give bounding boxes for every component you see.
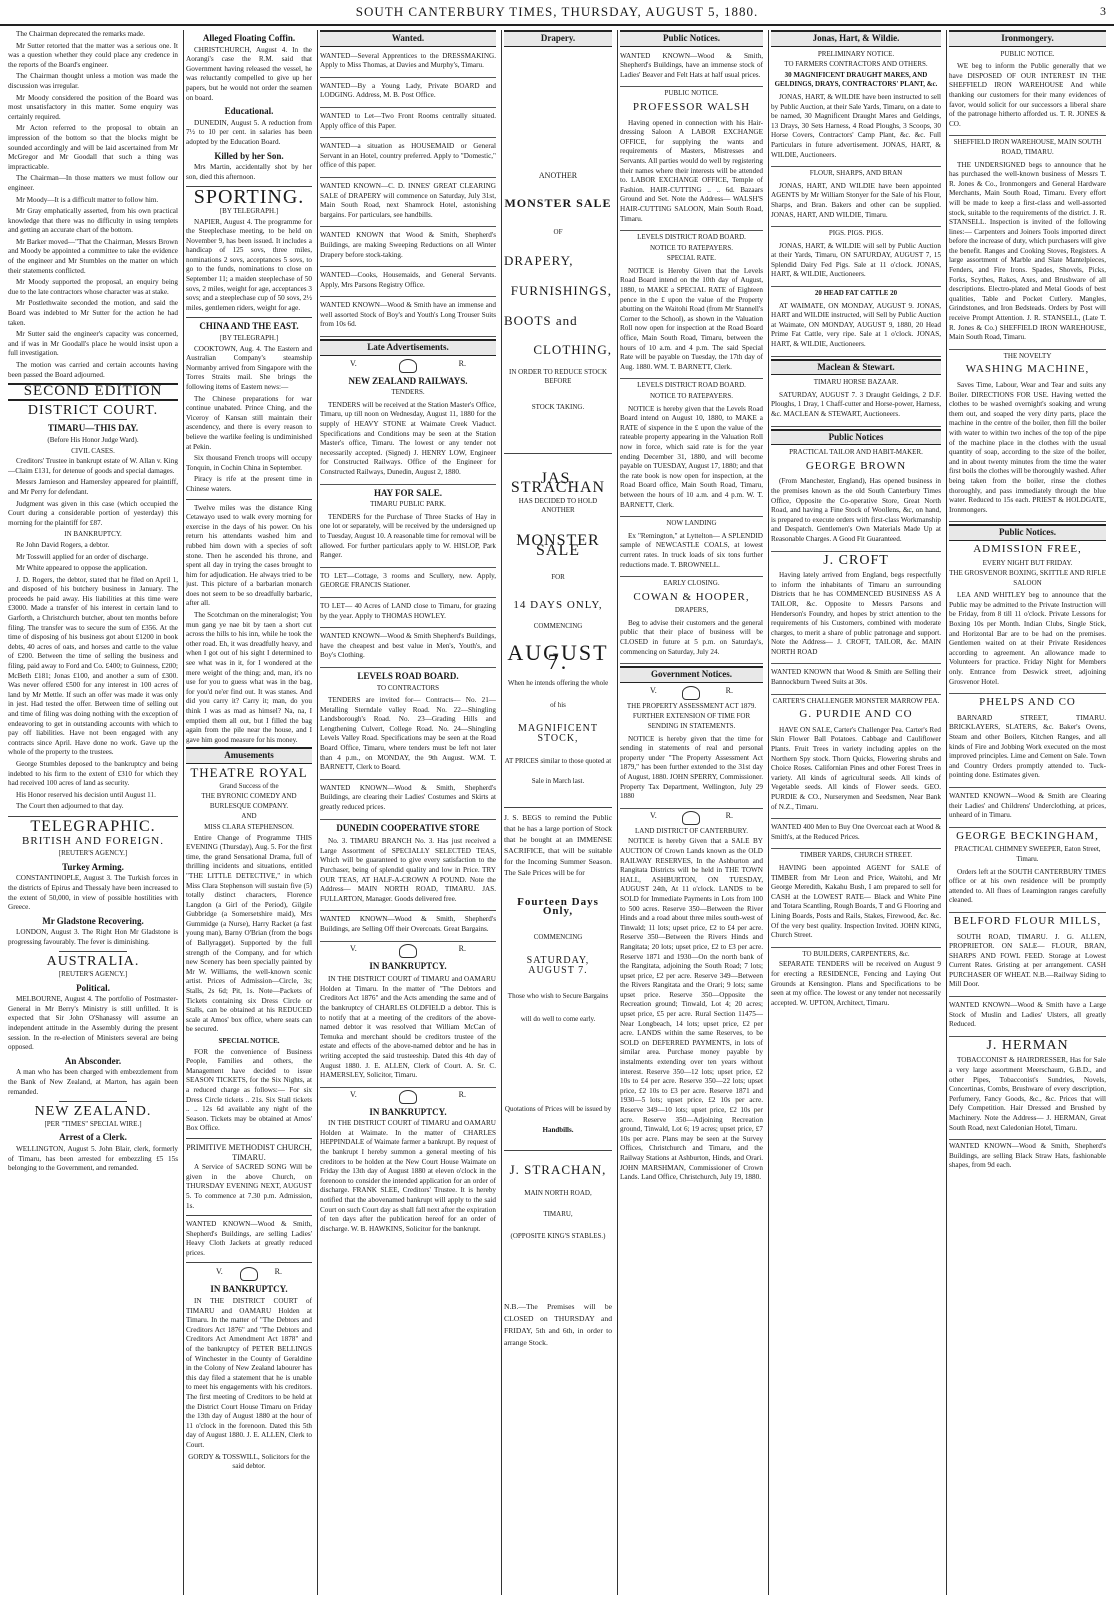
royal-cipher: V. R.	[320, 359, 496, 373]
news-subhead: Mr Gladstone Recovering.	[42, 915, 144, 926]
paragraph: The Chairman deprecated the remarks made.	[16, 30, 145, 38]
august-date-heading: AUGUST 7.	[507, 639, 609, 675]
times-wire-credit: [PER "TIMES" SPECIAL WIRE.]	[44, 1119, 142, 1128]
land-district: LAND DISTRICT OF CANTERBURY.	[635, 826, 748, 835]
news-subhead: Educational.	[224, 106, 274, 117]
news-subhead: An Absconder.	[64, 1055, 122, 1066]
civil-cases: CIVIL CASES.	[71, 446, 115, 455]
paragraph: WE beg to inform the Public generally that we have DISPOSED OF OUR INTEREST IN THE SHEFFIELD IRON WAREHOUSE And while thanking our customers for their many evidences of favor, would solicit for our successors a liberal share of the patronage hitherto afforded us. T. R. JONES & CO.	[949, 62, 1106, 128]
ad-wanted: WANTED—Cooks, Housemaids, and General Servants. Apply, Mrs Parsons Registry Office.	[320, 271, 496, 289]
march-line: Sale in March last.	[531, 777, 585, 786]
george-brown-heading: GEORGE BROWN	[805, 459, 907, 472]
paragraph: TOBACCONIST & HAIRDRESSER, Has for Sale a very large assortment Meerschaum, G.B.D., and other Pipes, Tobacconist's Sundries, Novels, Concertinas, Combs, Brushware of every description, Perfumery, Fancy Goods, &c., &c. Prices that will Defy Competition. Hair Dressed and Brushed by Machinery. Note the Address— J. HERMAN, Great South Road, next Caledonian Hotel, Timaru.	[949, 1056, 1106, 1132]
paragraph: Saves Time, Labour, Wear and Tear and suits any Boiler. DIRECTIONS FOR USE. Having wetted the clothes to be washed overnight's soaking and wrung them out, and soaped the very dirty parts, place the machine in the centre of the boiler, then fill the boiler with water to within two inches of the top of the pipe of the machine place in the clothes with the usual quantity of soap, according to the size of the boiler, and in about twenty minutes from the time the water first boils the clothes will be thoroughly washed. After being taken from the boiler, rinse the clothes thoroughly, and pass immediately through the blue water. Reduced to 15s each. PRIEST & HOLDGATE, Ironmongers.	[949, 381, 1106, 514]
paragraph: SEPARATE TENDERS will be received on August 9 for erecting a RESIDENCE, Fencing and Laying Out Grounds at Kensington. Plans and Specifications to be seen at my office. The lowest or any tender not necessarily accepted. W. UPTON, Architect, Timaru.	[771, 960, 941, 1007]
royal-cipher: V. R.	[320, 944, 496, 958]
sweeper-line: PRACTICAL CHIMNEY SWEEPER, Eaton Street, Timaru.	[954, 845, 1101, 863]
paragraph: SATURDAY, AUGUST 7. 3 Draught Geldings, 2 D.F. Ploughs, 1 Dray, 1 Chaff-cutter and Horse-power, Harness, &c. MACLEAN & STEWART, Auctioneers.	[771, 390, 941, 418]
paragraph: Ex "Remington," at Lyttelton— A SPLENDID sample of NEWCASTLE COALS, at lowest current rates. In truck loads of six tons further reductions made. T. BROWNELL.	[620, 531, 763, 569]
horse-bazaar-heading: TIMARU HORSE BAZAAR.	[813, 378, 899, 387]
theatre-line: MISS CLARA STEPHENSON.	[204, 822, 294, 831]
ironmongery-header: Ironmongery.	[949, 30, 1106, 47]
royal-crest-icon	[399, 359, 417, 373]
page-number: 3	[1100, 4, 1106, 18]
paragraph: Mr Postlethwaite seconded the motion, and said the Board was indebted to Mr Sutter for the action he had taken.	[8, 299, 178, 327]
paragraph: NAPIER, August 4. The programme for the Steeplechase meeting, to be held on November 9, has been issued. It includes a handicap of 125 sovs, three miles, nominations 2 sovs, acceptances 5 sovs, to go to the funds, nominations to close on September 11; a maiden steeplechase of 50 sovs, 2 miles, weight for age, acceptances 3 sovs; and a steeplechase cup of 50 sovs, 2½ miles, gentlemen riders, weight for age.	[186, 217, 312, 312]
paragraph: Having opened in connection with his Hair-dressing Saloon A LABOR EXCHANGE OFFICE, for supplying the wants and requirements of Masters, Mistresses and Servants. All parties would do well by registering their names where their interests will be attended to. LABOR EXCHANGE OFFICE, Temple of Fashion. HAIR-CUTTING .. .. 6d. Bazaars Ground and Set. Note the Address— WALSH'S HAIR-CUTTING SALOON, Main South Road, Timaru.	[620, 118, 763, 223]
special-notice-heading: SPECIAL NOTICE.	[218, 1037, 280, 1045]
british-foreign-heading: BRITISH AND FOREIGN.	[22, 834, 164, 847]
paragraph: The Chinese preparations for war continue unabated. Prince Ching, and the Viceroy of Kansan still maintain their ascendency, and there is every reason to believe the warlike feeling is undiminished at Pekin.	[186, 394, 312, 451]
further-extension: FURTHER EXTENSION OF TIME FOR SENDING IN STATEMENTS.	[632, 712, 751, 731]
royal-cipher: V. R.	[186, 1267, 312, 1281]
reuters-credit: [REUTER'S AGENCY.]	[58, 970, 128, 979]
paragraph: WELLINGTON, August 5. John Blair, clerk, formerly of Timaru, has been arrested for embezzling £5 15s belonging to the Government, and remanded.	[8, 1144, 178, 1173]
news-subhead: Turkey Arming.	[62, 861, 124, 872]
paragraph: A man who has been charged with embezzlement from the Bank of New Zealand, at Marton, has again been remanded.	[8, 1068, 178, 1096]
column-2	[186, 30, 318, 1595]
admission-heading: ADMISSION FREE,	[973, 542, 1082, 555]
bankruptcy-heading: IN BANKRUPTCY.	[369, 1106, 447, 1117]
paragraph: IN THE DISTRICT COURT of TIMARU and OAMARU Holden at Waimate. In the matter of CHARLES HEPPINDALE of Waimate farmer a bankrupt. By request of the bankrupt I hereby summon a general meeting of his creditors to be holden at the New Court House Waimate on Friday the 13th day of August 1880 at eleven o'clock in the forenoon to consider the intended application for an order of discharge. FRANK SLEE, Creditors' Trustee. It is hereby notified that the abovenamed bankrupt will apply to the said Court on such Court day as shall fall next after the expiration of ten days after the publication hereof for an order of discharge. W. B. HAWKINS, Solicitor for the bankrupt.	[320, 1119, 496, 1233]
cattle-heading: 20 HEAD FAT CATTLE 20	[814, 289, 898, 298]
paragraph: HAVING been appointed AGENT for SALE of TIMBER from Mr Leon and Price, Waitohi, and Mr George Meredith, Kakahu Bush, I am prepared to sell for CASH at the LOWEST RATE— Black and White Pine and Totara Scantling, Rough Boards, T and G Flooring and Lining Boards, Posts and Rails, Stakes, Firewood, &c. &c. Of the very best quality. Inspection Invited. JOHN KING, Church Street.	[771, 863, 941, 940]
preliminary-notice: PRELIMINARY NOTICE.	[817, 49, 895, 58]
levels-board-heading: LEVELS ROAD BOARD.	[357, 670, 459, 681]
ad-wanted: WANTED KNOWN—Wood & Smith are Clearing their Ladies' and Childrens' Underclothing, at prices, unheard of in Timaru.	[949, 791, 1106, 820]
paragraph: Twelve miles was the distance King Cetawayo used to walk every morning for exercise in the days of his power. On his return his attendants washed him and rubbed him down with a species of soft stone. Then he ascended his throne, and spent all day in trying the cases brought to him for adjudication. He always tried to be just. This picture of a barbarian monarch does not seem to be so dreadfully barbaric, after all.	[186, 503, 312, 608]
jonas-hart-wildie-header: Jonas, Hart, & Wildie.	[771, 30, 941, 47]
paragraph: Orders left at the SOUTH CANTERBURY TIMES office or at his own residence will be promptly attended to. All flues of Leamington ranges carefully cleaned.	[949, 867, 1106, 905]
paragraph: DUNEDIN, August 5. A reduction from 7½ to 10 per cent. in salaries has been adopted by the Education Board.	[186, 118, 312, 146]
drapery-section-header: Drapery.	[504, 30, 612, 47]
herman-heading: J. HERMAN	[986, 1037, 1069, 1053]
paragraph: TENDERS for the Purchase of Three Stacks of Hay in one lot or separately, will be received by the undersigned up to Tuesday, August 10. A reasonable time for removal will be allowed. For further particulars apply to W. HISLOP, Park Ranger.	[320, 512, 497, 560]
methodist-heading: PRIMITIVE METHODIST CHURCH, TIMARU.	[186, 1142, 312, 1162]
reuters-credit: [REUTER'S AGENCY.]	[58, 849, 128, 858]
sporting-heading: SPORTING.	[193, 186, 305, 209]
ad-wanted: WANTED KNOWN—Wood & Smith Shepherd's Buildings, have the cheapest and best value in Men's, Youth's, and Boy's Clothing.	[320, 632, 496, 660]
timber-heading: TIMBER YARDS, CHURCH STREET.	[799, 851, 913, 860]
monster-sale-heading: MONSTER SALE	[504, 196, 612, 211]
drapery-item: CLOTHING,	[533, 342, 612, 358]
public-notices-header: Public Notices.	[620, 30, 763, 47]
sheffield-heading: SHEFFIELD IRON WAREHOUSE, MAIN SOUTH ROAD, TIMARU.	[953, 138, 1102, 156]
ad-wanted: WANTED—By a Young Lady, Private BOARD and LODGING. Address, M. B. Post Office.	[320, 81, 496, 100]
stocktaking-line: STOCK TAKING.	[531, 402, 585, 411]
column-3	[320, 30, 502, 1595]
paragraph: The Court then adjourned to that day.	[16, 802, 124, 811]
paragraph: The Scotchman on the mineralogist; You mun gang ye nae bit by taen a short cut across the hills to his inn, while he took the other road. Eh, it was dreadfully heavy, and when I got out of his sight I determined to see what was in it, for I wondered at the mere weight of the thing; and, man, it's no use for you to guess what was in the bag, for you'd ne'er find out. It was stanes. And did you carry it? Carry it; man, do you think I was as mad as himsel? Na, na, I emptied them all out, but I filled the bag again from the pile near the house, and I gave him good measure for his money.	[186, 611, 312, 744]
another-label: ANOTHER	[538, 170, 578, 180]
royal-cipher: V. R.	[320, 1090, 496, 1104]
paragraph: Piracy is rife at the present time in Chinese waters.	[186, 475, 312, 493]
royal-cipher: V. R.	[620, 686, 763, 700]
masthead	[0, 0, 1114, 26]
paragraph: Mr Moody supported the proposal, an enquiry being due to the late contractors whose character was at stake.	[8, 278, 178, 296]
ad-wanted: WANTED KNOWN that Wood & Smith are Selling their Bannockburn Tweed Suits at 30s.	[771, 668, 941, 687]
royal-crest-icon	[399, 1090, 417, 1104]
now-landing: NOW LANDING	[666, 519, 717, 528]
column-5	[620, 30, 769, 1595]
to-farmers: TO FARMERS CONTRACTORS AND OTHERS.	[784, 60, 928, 69]
flour-heading: FLOUR, SHARPS, AND BRAN	[809, 169, 903, 178]
ad-wanted: WANTED KNOWN—Wood & Smith, Shepherd's Buildings, are selling Ladies' Heavy Cloth Jackets at greatly reduced prices.	[186, 1220, 312, 1257]
paragraph: Mr Sutter retorted that the matter was a serious one. It was a question whether they could place any credence in the reports of the Board's engineer.	[8, 41, 178, 69]
royal-crest-icon	[399, 944, 417, 958]
paragraph: LONDON, August 3. The Right Hon Mr Gladstone is progressing favourably. The fever is diminishing.	[8, 928, 178, 946]
ad-wanted: WANTED 400 Men to Buy One Overcoat each at Wood & Smith's, at the Reduced Prices.	[771, 823, 941, 841]
public-notice-subhead: PUBLIC NOTICE.	[1000, 49, 1055, 58]
paragraph: JONAS, HART, AND WILDIE have been appointed AGENTS by Mr William Stonyer for the Sale of his Flour, Sharps, and Bran. Bakers and other can be supplied. JONAS, HART, AND WILDIE, Timaru.	[771, 181, 941, 219]
wanted-section-header: Wanted.	[320, 30, 496, 47]
paragraph: NOTICE is hereby Given that a SALE BY AUCTION Of Crown Lands known as the OLD RAILWAY RESERVES, In the Ashburton and Rangitata Districts will be held in THE TOWN HALL, ASHBURTON, ON TUESDAY, AUGUST 24th, At 11 o'clock. LANDS to be SOLD for Immediate Payments in Lots from 100 to 500 acres. Reserve 350—Between the River Hinds and a road about three miles south-west of Tinwald; 11 lots; upset price, £2 to £4 per acre. Reserve 350—Between the Rivers Hinds and Rangitata; 20 lots; upset price, £2 to £3 per acre. Reserve 1871 and 1930—On the north bank of the Rangitata, adjoining the South Road; 7 lots; upset price, £2 per acre. Reserve 349—Between the Rivers Rangitata and the Orari; 9 lots; same upset price. Reserve 350—Opposite the Recreation ground; Tinwald, Lot 4; 20 acres; upset price, £5 per acre. Rural Section 11475—Near Longbeach, 14 lots; upset price, £2 per acre. LANDS within the same Reserves, to be SOLD on DEFERRED PAYMENTS, in lots of similar area. Purchase money payable by instalments extending over ten years without interest. Reserve 350—12 lots; upset price, £2 10s to £4 per acre. Reserve 350—22 lots; upset price, £2 10s to £3 per acre. Reserve 1871 and 1930—5 lots; upset price, £2 10s per acre. Reserve 349—10 lots; upset price, £2 10s per acre. Reserve 350—Adjoining Recreation ground, Tinwald, Lot 6; 19 acres; upset price, £7 10s per acre. Plans may be seen at the Survey Offices, Christchurch and Timaru, and the Railway Stations at Ashburton, Hinds, and Orari. JOHN MARSHMAN, Commissioner of Crown Lands. Land Office, Christchurch, July 19, 1880.	[620, 837, 763, 1182]
royal-crest-icon	[240, 1267, 258, 1281]
royal-crest-icon	[682, 686, 700, 700]
amusements-section-header: Amusements	[186, 747, 312, 764]
address-line: TIMARU,	[543, 1210, 573, 1219]
telegraphic-heading: TELEGRAPHIC.	[30, 817, 156, 835]
levels-board-heading: LEVELS DISTRICT ROAD BOARD.	[637, 233, 746, 242]
paragraph: Re John David Rogers, a debtor.	[16, 540, 110, 549]
tenders-subhead: TENDERS.	[391, 388, 425, 397]
paragraph: Beg to advise their customers and the general public that their place of business will be CLOSED in future at 5 p.m. on Saturday's, commencing on Saturday, July 24.	[620, 618, 763, 656]
address-line: MAIN NORTH ROAD,	[524, 1188, 592, 1197]
of-label: OF	[553, 227, 563, 236]
tailor-heading: PRACTICAL TAILOR AND HABIT-MAKER.	[789, 448, 923, 457]
paragraph: A Service of SACRED SONG Will be given in the above Church, on THURSDAY EVENING NEXT, AUGUST 5. To commence at 7.30 p.m. Admission, 1s.	[186, 1163, 312, 1210]
pigs-heading: PIGS. PIGS. PIGS.	[828, 229, 884, 238]
of-his-line: of his	[550, 700, 566, 709]
prices-line: AT PRICES similar to those quoted at	[504, 757, 612, 766]
drapery-item: BOOTS and	[504, 312, 578, 328]
public-notices-header: Public Notices.	[949, 524, 1106, 541]
ad-wanted: WANTED to Let—Two Front Rooms centrally situated. Apply office of this Paper.	[320, 111, 496, 130]
paragraph: CHRISTCHURCH, August 4. In the Aorangi's case the R.M. said that Government having released the vessel, he was reluctantly compelled to give up her papers, but he would not order the seamen on board.	[186, 45, 312, 102]
theatre-royal-heading: THEATRE ROYAL	[190, 764, 308, 780]
belford-heading: BELFORD FLOUR MILLS,	[953, 914, 1102, 927]
district-court-heading: DISTRICT COURT.	[27, 402, 159, 418]
ad-wanted: WANTED KNOWN—Wood & Smith, Shepherd's Buildings, have an immense stock of Ladies' Beaver and Felt Hats at half usual prices.	[620, 51, 763, 79]
monster-sale-heading: MONSTER SALE	[516, 531, 600, 559]
paragraph: HAVE ON SALE, Carter's Challenger Pea. Carter's Red Skin Flower Ball Potatoes. Cabbage and Cauliflower Plants. Fruit Trees in variety including apples on the Northern Spy stock. Thorn Quicks, Flowering shrubs and Choice Roses. Californian Pines and other Forest Trees in variety. All kinds of agricultural seeds. All kinds of Vegetable seeds. All kinds of Flower seeds. GEO. PURDIE & CO., Nurserymen and Seedsmen, Near Bank of N.Z., Timaru.	[771, 725, 941, 811]
quotations-line: Quotations of Prices will be issued by	[504, 1104, 612, 1113]
ad-wanted: WANTED KNOWN—Wood & Smith have an immense and well assorted Stock of Boy's and Youth's Long Trouser Suits from 10s 6d.	[320, 301, 496, 329]
intends-line: When he intends offering the whole	[507, 679, 609, 688]
public-notices-header: Public Notices	[771, 429, 941, 446]
ad-wanted: WANTED KNOWN that Wood & Smith, Shepherd's Buildings, are making Sweeping Reductions on all Winter Drapery before stock-taking.	[320, 231, 496, 259]
paragraph: No. 3. TIMARU BRANCH No. 3. Has just received a Large Assortment of SPECIALLY SELECTED TEAS, Which will be guaranteed to give every satisfaction to the Purchaser, being of splendid quality and low in Price. TRY OUR TEAS, AT HALF-A-CROWN A POUND. Note the Address— MAIN NORTH ROAD, TIMARU. JAS. FULLARTON, Manager. Goods delivered free.	[320, 837, 496, 903]
paragraph: TENDERS are invited for— Contracts— No. 21—Metalling Sterndale valley Road. No. 22—Shingling Landsborough's Road. No. 23—Grading Hills and Lengthening Culvert, College Road. No. 24—Shingling Levels Valley Road. Specifications may be seen at the Road Board Office, Timaru, where tenders must be left not later than 4 p.m., on MONDAY, the 9th August. W.M. T. BARNETT, Clerk to Board.	[320, 696, 496, 772]
notice-ratepayers: NOTICE TO RATEPAYERS.	[649, 392, 734, 400]
newspaper-title: SOUTH CANTERBURY TIMES, THURSDAY, AUGUST 5, 1880.	[355, 4, 759, 19]
strachan-signature: J. STRACHAN,	[509, 1161, 607, 1177]
public-notice-subhead: PUBLIC NOTICE.	[664, 89, 719, 98]
contractors-subhead: TO CONTRACTORS	[376, 683, 440, 692]
paragraph: FOR the convenience of Business People, Families and others, the Management have decided to issue SEASON TICKETS, for the Six Nights, at a reduced charge as follows:— For six Dress Circle tickets .. 21s. Six Stall tickets .. .. 12s 6d available any night of the Season. Tickets may be obtained at Amos' Box Office.	[186, 1047, 312, 1133]
jas-strachan-heading: JAS. STRACHAN	[510, 469, 606, 497]
purdie-heading: G. PURDIE AND CO	[799, 708, 913, 721]
paragraph: J. S. BEGS to remind the Public that he has a large portion of Stock that he bought at an IMMENSE SACRIFICE, that will be suitable for the Incoming Summer Season. The Sale Prices will be for	[504, 812, 612, 877]
dunedin-store-heading: DUNEDIN COOPERATIVE STORE	[336, 822, 480, 833]
paragraph: Mr Barker moved—"That the Chairman, Messrs Brown and Moody be appointed a committee to take the evidence of the engineer and Mr Stumbles on the matter on which their statements conflicted.	[8, 237, 178, 275]
paragraph: Six thousand French troops will occupy Tonquin, in Cochin China in September.	[186, 454, 312, 472]
paragraph: TENDERS will be received at the Station Master's Office, Timaru, up till noon on Wednesday, August 11, 1880 for the supply of HEAVY STONE at Waimate Creek Viaduct. Specifications and Conditions may be seen at the Station Master's office, Timaru. The lowest or any tender not necessarily accepted. (Signed) J. HENRY LOW, Engineer for Constructed Railways. Office of the Engineer for Constructed Railways, Dunedin, August 2, 1880.	[320, 400, 496, 476]
drapers-label: DRAPERS,	[674, 606, 709, 615]
paragraph: LEA AND WHITLEY beg to announce that the Public may be admitted to the Private Instruction will be Friday, from 8 till 11 o'clock. Private Lessons for Boxing 10s per Month. Indian Clubs, Single Stick, and Horizontal Bar are to be had on the premises. Gentlemen waited on at their Private Residences according to agreement. An allowance made to Volunteers for practice. Friday Night for Members only. Entrance from Deswick street, adjoining Grosvenor Hotel.	[949, 591, 1106, 686]
paragraph: Mr Moody—It is a difficult matter to follow him.	[16, 195, 159, 204]
handbills-line: Handbills.	[542, 1126, 574, 1135]
bankruptcy-heading: IN BANKRUPTCY.	[210, 1284, 288, 1295]
paragraph: CONSTANTINOPLE, August 3. The Turkish forces in the districts of Epirus and Thessaly have been increased to the extent of 50,000, in view of possible hostilities with Greece.	[8, 874, 178, 912]
paragraph: George Stumbles deposed to the bankruptcy and being indebted to his firm to the extent of £310 for which they had received 100 acres of land as security.	[8, 759, 178, 788]
theatre-line: THE BYRONIC COMEDY AND BURLESQUE COMPANY.	[201, 792, 297, 810]
paragraph: AT WAIMATE, ON MONDAY, AUGUST 9. JONAS, HART and WILDIE instructed, will Sell by Public Auction at Waimate, ON MONDAY, AUGUST 9, 1880, 20 Head Prime Fat Cattle, very ripe. Sale at 1 o'clock. JONAS, HART, & WILDIE, Auctioneers.	[771, 301, 941, 349]
decided-line: HAS DECIDED TO HOLD ANOTHER	[518, 496, 598, 515]
saturday-date-heading: SATURDAY, AUGUST 7.	[526, 955, 590, 976]
fourteen-days-heading: Fourteen Days Only,	[517, 895, 599, 918]
early-closing: EARLY CLOSING.	[663, 579, 720, 588]
paragraph: (From Manchester, England), Has opened business in the premises known as the old South Canterbury Times Office, Opposite the Co-operative Store, Great North Road, and having a Fine Stock of Woollens, &c, on hand, is prepared to execute orders with first-class Workmanship and Despatch. Gentlemen's Own Materials Made Up at Reasonable Charges. A Good Fit Guaranteed.	[771, 477, 941, 543]
phelps-heading: PHELPS AND CO	[979, 696, 1076, 709]
paragraph: SOUTH ROAD, TIMARU. J. G. ALLEN, PROPRIETOR. ON SALE— FLOUR, BRAN, SHARPS AND FOWL FEED. Storage at Lowest Current Rates. Gristing at per arrangement. CASH PURCHASER OF WHEAT. N.B.—Railway Siding to Mill Door.	[949, 932, 1106, 989]
new-zealand-heading: NEW ZEALAND.	[34, 1104, 152, 1120]
for-label: FOR	[551, 573, 565, 582]
park-subhead: TIMARU PUBLIC PARK.	[370, 500, 446, 509]
paragraph: Creditors' Trustee in bankrupt estate of W. Allan v. King—Claim £131, for detenue of goods and special damages.	[8, 457, 178, 475]
levels-board-heading: LEVELS DISTRICT ROAD BOARD.	[637, 381, 746, 390]
novelty-label: THE NOVELTY	[1003, 351, 1052, 360]
column-4	[504, 30, 618, 1595]
carter-heading: CARTER'S CHALLENGER MONSTER MARROW PEA.	[772, 696, 940, 705]
walsh-heading: PROFESSOR WALSH	[632, 100, 751, 113]
telegraph-credit: [BY TELEGRAPH.]	[219, 206, 279, 215]
every-night: EVERY NIGHT BUT FRIDAY.	[982, 558, 1073, 567]
paragraph: Mr Moody considered the position of the Board was most unsatisfactory in this matter. Some enquiry was certainly required.	[8, 93, 178, 121]
notice-ratepayers: NOTICE TO RATEPAYERS.	[649, 243, 734, 252]
paragraph: J. D. Rogers, the debtor, stated that he filed on April 1, and disposed of his butchery business in January. The proceeds he paid away. His liabilities at this time were £3000. Made a transfer of his interest in certain land to Garforth, a Christchurch butcher, about ten months before filing. The transfer was to secure the sum of £356. At the time of disposing of his business got about £1200 in book debts, 40 acres of oats, and horses and cattle to the value of £200. Between the time of selling the business and filing, paid away to Ford and Co. £400; to Guinness, £200; McBeth £181; Jonas £100, and another a sum of £300. Was never offered £500 for any interest in 100 acres of land by Mr Mettle. If such an offer was made it was only in jest. Had tested the offer. Between time of selling out and time of filing was doing nothing with the exception of endeavoring to get in outstanding accounts with which to pay off liabilities. Have not been engaged with any contracts since April. Have done no work. Gave up the whole of the property to the trustees.	[8, 575, 178, 757]
theatre-line: Grand Success of the	[219, 781, 279, 790]
news-subhead: Arrest of a Clerk.	[59, 1132, 127, 1143]
mares-heading: 30 MAGNIFICENT DRAUGHT MARES, AND GELDINGS, DRAYS, CONTRACTORS' PLANT, &c.	[774, 70, 938, 89]
ad-wanted: WANTED KNOWN—Wood & Smith, Shepherd's Buildings, are selling Black Straw Hats, fashionable shapes, from 9d each.	[949, 1142, 1106, 1170]
paragraph: Messrs Jamieson and Hamersley appeared for plaintiff, and Mr Perry for defendant.	[8, 478, 178, 496]
news-subhead: Alleged Floating Coffin.	[202, 33, 296, 43]
paragraph: Mr Acton referred to the proposal to obtain an impression of the bottom so that the blocks might be sounded accordingly and will be laid ascertained from Mr McGregor and Mr Goodall that such a thing was impracticable.	[8, 124, 178, 171]
royal-crest-icon	[682, 811, 700, 825]
days-only-line: 14 DAYS ONLY,	[513, 598, 603, 611]
paragraph: THE UNDERSIGNED begs to announce that he has purchased the well-known business of Messrs T. R. Jones & Co., Ironmongers and General Hardware Merchants, Main South Road, Timaru. Every effort will be made to keep a first-class and well-assorted stock, suitable to the requirements of the district. J. R. STANSELL. Inspection is invited of the following lines:— Carpenters and Joiners Tools imported direct before the increase of duty, which purchasers will give the benefit. Ranges and Cooking Stoves, Registers. A large assortment of Marble and Slate Mantelpieces, Fenders, and Fire Irons. Spades, Shovels, Picks, Forks, Scythes, Rakes, Axes, and Brushware of all descriptions. Electro-plated and Metal Goods of best qualities, Table and Pocket Cutlery. Mangles, Grindstones, and Iron Bedsteads. Orders by Post will receive Prompt Attention. J. R. STANSELL, (Late T. R. Jones & Co.) SHEFFIELD IRON WAREHOUSE, Main South Road, Timaru.	[949, 160, 1106, 342]
in-bankruptcy-subhead: IN BANKRUPTCY.	[64, 530, 122, 539]
paragraph: NOTICE is hereby given that the time for sending in statements of real and personal property under "The Property Assessment Act 1879," has been further extended to the 31st day of August, 1880. JOHN SPERRY, Commissioner. Property Tax Department, Wellington, July 29 1880	[620, 734, 763, 801]
hay-heading: HAY FOR SALE.	[373, 487, 443, 498]
paragraph: JONAS, HART, & WILDIE have been instructed to sell by Public Auction, at their Sale Yards, Timaru, on a date to be named, 30 Magnificent Draught Mares and Geldings, 13 Drays, 30 Sets Harness, 4 Road Ploughs, 3 Scoops, 30 Horse Covers, Contractors' Camp Plant, &c. &c. Full Particulars in future advertisement. JONAS, HART, & WILDIE, Auctioneers.	[771, 92, 941, 159]
property-act: THE PROPERTY ASSESSMENT ACT 1879.	[626, 701, 757, 710]
croft-heading: J. CROFT	[823, 552, 889, 568]
early-line: will do well to come early.	[520, 1015, 596, 1024]
paragraph: Mr Tosswill applied for an order of discharge.	[16, 552, 149, 561]
paragraph: JONAS, HART, & WILDIE will sell by Public Auction at their Yards, Timaru, ON SATURDAY, AUGUST 7, 15 Splendid Dairy Fed Pigs. Sale at 11 o'clock. JONAS, HART, & WILDIE, Auctioneers.	[771, 241, 941, 279]
paragraph: Mr Sutter said the engineer's capacity was concerned, and if was in Mr Goodall's place he would insist upon a full investigation.	[8, 330, 178, 358]
paragraph: BARNARD STREET, TIMARU. BRICKLAYERS, SLATERS, &c. Baker's Ovens, Steam and other Boilers, Kitchen Ranges, and all kinds of Fire and Jobbing Work executed on the most improved principles. Lime and Cement on Sale. Town and Country Orders promptly attended to. Tuck-pointing done. Estimates given.	[949, 713, 1106, 780]
bankruptcy-heading: IN BANKRUPTCY.	[369, 960, 447, 971]
paragraph: Judgment was given in this case (which occupied the Court during a considerable portion of yesterday) this morning for the plaintiff for £87.	[8, 499, 178, 527]
address-line: (OPPOSITE KING'S STABLES.)	[510, 1231, 606, 1240]
news-subhead: Killed by her Son.	[214, 150, 284, 161]
cowan-heading: COWAN & HOOPER,	[633, 590, 750, 603]
ad-wanted: WANTED—Several Apprentices to the DRESSMAKING. Apply to Miss Thomas, at Davies and Murphy's, Timaru.	[320, 51, 496, 70]
paragraph: IN THE DISTRICT COURT of TIMARU and OAMARU Holden at Timaru. In the matter of "The Debtors and Creditors Act 1876" and "The Debtors and Creditors Act Amendment Act 1878" and of the bankruptcy of PETER BELLINGS of Winchester in the County of Geraldine in the Colony of New Zealand labourer has this day filed a statement that he is unable to meet his engagements with his creditors. The first meeting of Creditors to be held at the District Court House Timaru on Friday the 13th day of August 1880 at the hour of 11 o'clock in the forenoon. Dated this 5th day of August 1880. J. E. ALLEN, Clerk to Court.	[186, 1297, 312, 1449]
paragraph: Having lately arrived from England, begs respectfully to inform the inhabitants of Timaru an surrounding Districts that he has COMMENCED BUSINESS AS A TAILOR, &c. Opposite to Messrs Parsons and Henderson's Foundry, and hopes by strict attention to the requirements of his Customers, combined with moderate charges, to merit a share of public patronage and support. Note the Address— J. CROFT, TAILOR, &c. MAIN NORTH ROAD	[771, 571, 941, 656]
paragraph: N.B.—The Premises will be CLOSED on THURSDAY and FRIDAY, 5th and 6th, in order to arrange Stock.	[504, 1302, 612, 1348]
railways-heading: NEW ZEALAND RAILWAYS.	[348, 375, 468, 386]
ad-to-let: TO LET— 40 Acres of LAND close to Timaru, for grazing by the year. Apply to THOMAS HOWLEY.	[320, 601, 496, 620]
maclean-stewart-header: Maclean & Stewart.	[771, 359, 941, 376]
ad-wanted: WANTED KNOWN—C. D. INNES' GREAT CLEARING SALE of DRAPERY will commence on Saturday, July 31st, Main South Road, next Shamrock Hotel, astonishing bargains. For particulars, see handbills.	[320, 181, 496, 219]
australia-heading: AUSTRALIA.	[46, 954, 140, 970]
news-subhead: Political.	[76, 982, 110, 993]
royal-cipher: V. R.	[620, 811, 763, 825]
paragraph: COOKTOWN, Aug. 4. The Eastern and Australian Company's steamship Normanby arrived from Singapore with the Torres Straits mail. She brings the following items of Eastern news:—	[186, 344, 312, 391]
commencing-label: COMMENCING	[533, 932, 583, 941]
reduce-stock-line: IN ORDER TO REDUCE STOCK BEFORE	[508, 367, 607, 386]
beckingham-heading: GEORGE BECKINGHAM,	[956, 829, 1099, 842]
late-advertisements-header: Late Advertisements.	[320, 339, 496, 356]
paragraph: The Chairman—In those matters we must follow our engineer.	[8, 174, 178, 192]
commencing-label: COMMENCING	[533, 622, 583, 631]
board-report	[8, 30, 178, 380]
paragraph: IN THE DISTRICT COURT of TIMARU and OAMARU Holden at Timaru. In the matter of "The Debtors and Creditors Act 1876" and the Acts amending the same and of the bankruptcy of CHARLES OLDFIELD a debtor. This is to notify that at a meeting of the creditors of the above-named debtor it was resolved that William McCan of Temuka and merchant should be creditors trustee of the estate and effects of the above-named debtor and he has in writing accepted the said trusteeship. Dated this 4th day of August 1880. J. E. ALLEN, Clerk of Court. A. Sr. C. HAMERSLEY, Solicitor, Timaru.	[320, 975, 496, 1080]
government-notices-header: Government Notices.	[620, 666, 763, 683]
second-edition-heading: SECOND EDITION	[23, 383, 163, 400]
grosvenor-heading: THE GROSVENOR BOXING, SKITTLE AND RIFLE SALOON	[949, 569, 1106, 587]
column-6	[771, 30, 947, 1595]
ad-wanted: WANTED KNOWN—Wood & Smith have a Large Stock of Muslin and Ladies' Ulsters, all greatly Reduced.	[949, 1001, 1106, 1029]
paragraph: NOTICE is hereby given that the Levels Road Board intend on August 10, 1880, to MAKE a RATE of sixpence in the £ upon the value of the rateable property appearing in the Valuation Roll now in force, which said rate is for the year ending December 31, 1880, and will become payable on TUESDAY, August 17, 1880; and that the rate book is now open for inspection, at the Road Board office, Main South Road, Timaru, between the hours of 10 a.m. and 4 p.m. W. T. BARNETT, Clerk.	[620, 404, 763, 509]
paragraph: Mr Gray emphatically asserted, from his own practical knowledge that there was no difficulty in using templets and getting an accurate chart of the bottom.	[8, 207, 178, 235]
ad-to-let: TO LET—Cottage, 3 rooms and Scullery, new. Apply, GEORGE FRANCIS Stationer.	[320, 571, 496, 590]
special-rate: SPECIAL RATE.	[666, 254, 717, 263]
telegraph-credit: [BY TELEGRAPH.]	[219, 334, 279, 343]
paragraph: Entire Change of Programme THIS EVENING (Thursday), Aug. 5. For the first time, the grand Sensational Drama, full of thrilling incidents and situations, entitled "THE LITTLE DETECTIVE," in which Miss Clara Stephenson will sustain five (5) totally distinct characters, Florence Langdon (a Girl of the Period), Gilgile Gubbridge (a Somersetshire maid), Mrs Gummidge (a Nurse), Harry Racket (a fast young man), Barny O'Brian (from the bogs of Ballyragget). Supported by the full strength of the Company, and for which new Scenery has been specially painted by Mr W. Williams, the well-known scenic artist. Prices of Admission—Circle, 3s; Stalls, 2s 6d; Pit, 1s. Note—Packets of Tickets containing six Dress Circle or Stalls, can be obtained at his REDUCED scale at Amos' box office, where seats can be secured.	[186, 833, 312, 1034]
paragraph: MELBOURNE, August 4. The portfolio of Postmaster-General in Mr Berry's Ministry is still unfilled. It is expected that Sir John O'Shanassy will assume an independent attitude in the Assembly during the present session. In the re-election of Ministers several are being opposed.	[8, 995, 178, 1052]
before-judge: (Before His Honor Judge Ward).	[47, 435, 139, 444]
magnificent-stock-heading: MAGNIFICENT STOCK,	[518, 723, 598, 744]
paragraph: His Honor reserved his decision until August 11.	[16, 790, 156, 799]
china-east-heading: CHINA AND THE EAST.	[199, 321, 299, 332]
washing-machine-heading: WASHING MACHINE,	[965, 363, 1090, 376]
paragraph: NOTICE is Hereby Given that the Levels Road Board intend on the 10th day of August, 1880, to MAKE a SPECIAL RATE of Eighteen pence in the £ upon the value of the Property abutting on the Waitohi Road (from Mr Stannell's Corner to the School), as shown in the Valuation Roll now open for inspection at the Road Board office, Main South Road, Timaru, between the hours of 10 a.m. and 4 p.m. The said Special Rate will be payable on Tuesday, the 17th day of Aug. 1880. WM. T. BARNETT, Clerk.	[620, 266, 763, 371]
drapery-item: DRAPERY,	[504, 253, 574, 269]
ad-wanted: WANTED KNOWN—Wood & Smith, Shepherd's Buildings, are clearing their Ladies' Costumes and Skirts at greatly reduced prices.	[320, 783, 496, 812]
builders-heading: TO BUILDERS, CARPENTERS, &c.	[802, 949, 910, 958]
theatre-line: AND	[241, 812, 257, 821]
paragraph: Mr White appeared to oppose the application.	[16, 564, 148, 573]
column-7	[949, 30, 1106, 1595]
column-1	[8, 30, 184, 1595]
drapery-item: FURNISHINGS,	[510, 282, 612, 298]
signature: GORDY & TOSSWILL, Solicitors for the said debtor.	[188, 1452, 310, 1471]
paragraph: The motion was carried and certain accounts having been passed the Board adjourned.	[8, 361, 178, 379]
paragraph: The Chairman thought unless a motion was made the discussion was irregular.	[8, 72, 178, 90]
bargains-line: Those who wish to Secure Bargains	[507, 991, 609, 1000]
timaru-heading: TIMARU—THIS DAY.	[47, 423, 139, 434]
paragraph: Mrs Martin, accidentally shot by her son, died this afternoon.	[186, 163, 312, 181]
ad-wanted: WANTED—a situation as HOUSEMAID or General Servant in an Hotel, country preferred. Apply to "Domestic," office of this paper.	[320, 142, 496, 170]
ad-wanted: WANTED KNOWN—Wood & Smith, Shepherd's Buildings, are Selling Off their Overcoats. Great Bargains.	[320, 915, 496, 933]
